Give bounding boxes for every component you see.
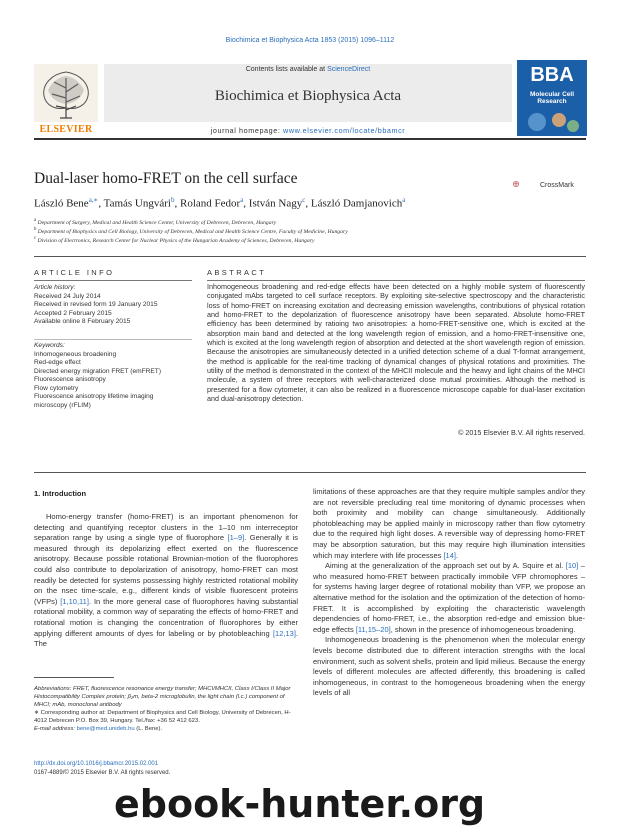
body-column-left — [34, 512, 298, 650]
abstract-text: Inhomogeneous broadening and red-edge effects have been detected on a highly mobile system of fluorescently conjugated mAbs targeted to cell surface receptors. By exploiting site-selective spectroscopy and the characteristic loss of homo-FRET on increasing excitation and decreasing emission wavelengths, contributions of physical rotation and homo-FRET to the depolarization of fluorescence anisotropy have been separated. Absolute homo-FRET efficiency has been determined by ratioing two anisotropies: a homo-FRET-sensitive one, which is excited at the absorption main band and detected at the long wavelength region of emission, and a homo-FRET-insensitive one, which is excited at the long wavelength region of absorption and detected at the short wavelength region of emission. Because the anisotropies are simultaneously detected in a unified detection scheme of a dual T-format arrangement, the method is applicable for the real-time tracking of dynamical changes of physical rotations and proximities. The utility of the method is demonstrated in the context of the MHCII molecule and the heavy and light chains of the MHCI molecule, a system of three receptors with well-characterized close mutual proximities. Although the method is presented for a flow cytometer, it can also be realized in a fluorescence microscope capable for dual-laser excitation and dual-anisotropy detection. — [207, 282, 585, 404]
section-rule — [34, 256, 586, 257]
keyword-item: Flow cytometry — [34, 384, 79, 392]
article-title: Dual-laser homo-FRET on the cell surface — [34, 170, 298, 187]
keyword-item: Fluorescence anisotropy lifetime imaging — [34, 393, 154, 400]
author-name: Roland Fedor — [179, 197, 241, 210]
article-history — [34, 284, 194, 327]
journal-cover[interactable] — [517, 60, 587, 136]
paragraph: Homo-energy transfer (homo-FRET) is an important phenomenon for detecting and quantifying receptor clusters in the 1–10 nm interreceptor separation range by using a single type of fluorophore [1–9]. Generally it is measured through its depolarizing effect exerted on the fluorescence anisotropy. Because possible rotational Brownian-motion of the fluorophores could also contribute to depolarization of anisotropy, homo-FRET can most readily be detected for systems possessing highly restricted rotational mobility on the nsec time-scale, e.g., different kinds of visible fluorescent proteins (VFPs) [1,10,11]. In the more general case of fluorophores having substantial rotational mobility, a common way of separating the effects of homo-FRET and rotational motion is changing the concentration of fluorophores by either applying different amounts of dyes for labeling or by photobleaching [12,13]. The — [34, 512, 299, 649]
crossmark-icon[interactable] — [513, 173, 535, 195]
author-list — [34, 196, 405, 210]
header-rule — [34, 138, 586, 140]
citation-link[interactable]: [10] — [565, 561, 579, 571]
keyword-item: Inhomogeneous broadening — [34, 350, 117, 358]
keyword-item: Directed energy migration FRET (emFRET) — [34, 367, 162, 375]
abstract-heading: ABSTRACT — [207, 268, 267, 277]
homepage-link[interactable]: www.elsevier.com/locate/bbamcr — [283, 126, 406, 135]
homepage-prefix: journal homepage: — [210, 126, 284, 135]
keyword-item: Fluorescence anisotropy — [34, 376, 106, 383]
history-label: Article history: — [34, 284, 76, 291]
watermark-text: ebook-hunter.org — [114, 782, 486, 826]
copyright-notice: © 2015 Elsevier B.V. All rights reserved. — [458, 428, 585, 437]
author-name: László Bene — [34, 197, 89, 210]
abstract-rule — [207, 280, 585, 281]
body-column-right — [313, 487, 585, 699]
article-info-heading: ARTICLE INFO — [34, 268, 115, 277]
paragraph: Inhomogeneous broadening is the phenomenon when the molecular energy levels become distributed due to different interaction strengths with the local environment, such as solvent shells, protein and lipid milieus. Because the energy levels of different molecules are affected differently, this broadening is called inhomogeneous, in contrast to the homogeneous broadening when the energy levels of all — [313, 635, 585, 698]
crossmark-label[interactable]: CrossMark — [540, 182, 574, 189]
author-separator: , — [98, 197, 104, 210]
author-affiliation-marker[interactable]: c — [302, 196, 306, 204]
history-item: Received in revised form 19 January 2015 — [34, 301, 158, 308]
contents-prefix: Contents lists available at — [245, 66, 328, 73]
keyword-item: Red-edge effect — [34, 359, 81, 366]
citation-link[interactable]: [14] — [443, 550, 456, 560]
author-affiliation-marker[interactable]: a — [240, 196, 244, 204]
citation-link[interactable]: [1–9] — [227, 533, 245, 543]
contents-line — [104, 66, 512, 73]
cover-title: BBA — [530, 64, 574, 86]
journal-citation[interactable]: Biochimica et Biophysica Acta 1853 (2015) 1096–1112 — [225, 37, 395, 44]
author-affiliation-marker[interactable]: b — [170, 196, 175, 204]
author-affiliation-marker[interactable]: a,∗ — [88, 196, 99, 204]
affiliation-b: $^b$ Department of Biophysics and Cell Biology, University of Debrecen, Medical and Health Science Centre, Faculty of Medicine, Hungary — [34, 227, 348, 235]
footnote-rule — [34, 677, 114, 678]
history-item: Available online 8 February 2015 — [34, 318, 131, 325]
author-name: László Damjanovich — [310, 197, 403, 210]
affiliation-c: $^c$ Division of Electronics, Research Center for Nuclear Physics of the Hungarian Academy of Sciences, Debrecen, Hungary — [34, 236, 315, 244]
article-info-rule — [34, 280, 192, 281]
issn-line: 0167-4889/© 2015 Elsevier B.V. All rights reserved. — [34, 770, 171, 776]
keywords-label: Keywords: — [34, 342, 65, 349]
section-heading-introduction: 1. Introduction — [34, 489, 87, 498]
journal-homepage — [104, 126, 512, 135]
paragraph: limitations of these approaches are that they require multiple samples and/or they are not reversible precluding real time monitoring of dynamic processes when both proximity and mobility can change simultaneously. Additionally photobleaching may be applied mainly in microscopy rather than flow cytometry due to the required high light doses. A reversible way of depressing homo-FRET may be absorption saturation, but this may require high illumination intensities which may interfere with life processes [14]. — [313, 487, 585, 560]
footnotes — [34, 685, 298, 733]
author-separator: , — [243, 197, 249, 210]
author-affiliation-marker[interactable]: a — [402, 196, 406, 204]
doi-link[interactable]: http://dx.doi.org/10.1016/j.bbamcr.2015.02.001 — [34, 761, 159, 767]
corresponding-author-footnote: ∗ Corresponding author at: Department of Biophysics and Cell Biology, University of Debrecen, H-4012 Debrecen P.O. Box 39, Hungary. Tel./fax: +36 52 412 623. — [34, 710, 291, 724]
cover-subtitle: Molecular Cell Research — [529, 91, 575, 105]
sciencedirect-link[interactable]: ScienceDirect — [327, 66, 371, 73]
citation-link[interactable]: [12,13] — [272, 628, 296, 638]
author-separator: , — [305, 197, 311, 210]
keywords — [34, 342, 194, 410]
affiliation-a: $^a$ Department of Surgery, Medical and Health Science Center, University of Debrecen, Debrecen, Hungary — [34, 218, 277, 226]
paragraph: Aiming at the generalization of the approach set out by A. Squire et al. [10] – who measured homo-FRET between practically immobile VFP chromophores – for systems having larger degree of rotational mobility than VFP, we propose an alternative method for the isolation and the optimization of the detection of homo-FRET. It is accomplished by exploiting the characteristic wavelength dependencies of homo-FRET, i.e., the absorption red-edge and emission blue-edge effects [11,15–20], shown in the presence of inhomogeneous broadening. — [313, 561, 585, 634]
author-separator: , — [174, 197, 180, 210]
history-item: Received 24 July 2014 — [34, 292, 101, 300]
elsevier-wordmark: ELSEVIER — [39, 124, 93, 135]
cover-graphic — [517, 108, 587, 136]
abbreviations-footnote: Abbreviations: FRET, fluorescence resonance energy transfer; MHCI/MHCII, Class I/Class II Major Histocompatibility Complex protein; β₂m, beta-2 microglobulin, the light chain (l.c.) component of MHCI; mAb, monoclonal antibody — [34, 686, 291, 708]
email-footnote: E-mail address: bene@med.unideb.hu (L. Bene). — [34, 726, 163, 732]
keyword-item: microscopy (rFLIM) — [34, 401, 91, 409]
author-name: Tamás Ungvári — [103, 197, 171, 210]
abstract-end-rule — [34, 472, 586, 473]
citation-link[interactable]: [11,15–20] — [355, 624, 391, 634]
journal-title: Biochimica et Biophysica Acta — [214, 88, 402, 104]
author-name: István Nagy — [248, 197, 303, 210]
email-link[interactable]: bene@med.unideb.hu — [76, 726, 135, 732]
keywords-rule — [34, 339, 192, 340]
citation-link[interactable]: [1,10,11] — [60, 596, 89, 606]
history-item: Accepted 2 February 2015 — [34, 309, 112, 317]
